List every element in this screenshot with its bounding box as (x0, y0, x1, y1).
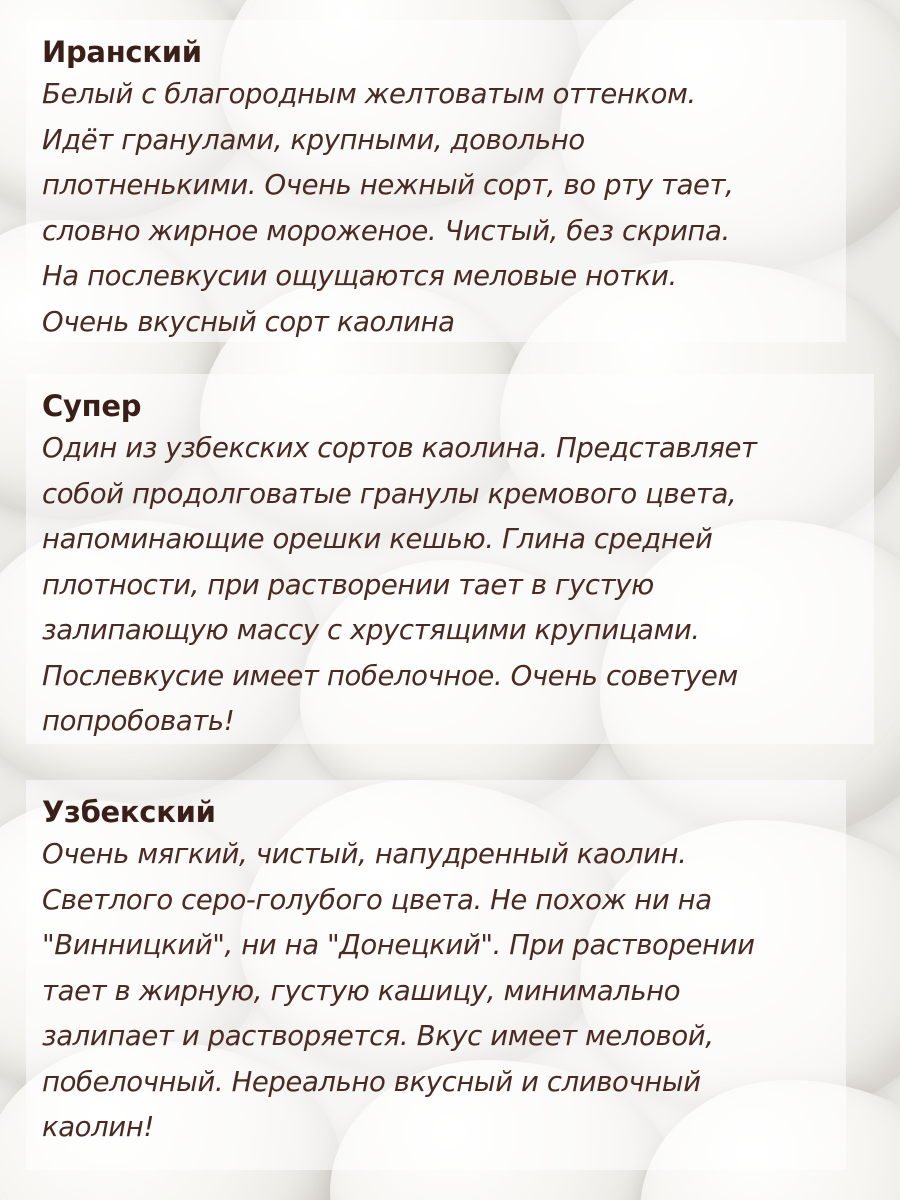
section-line: собой продолговатые гранулы кремового цвета, (42, 477, 737, 510)
section-line: плотности, при растворении тает в густую (42, 568, 654, 601)
section-line: Белый с благородным желтоватым оттенком. (42, 78, 696, 110)
section-line: залипает и растворяется. Вкус имеет меловой, (42, 1020, 714, 1052)
section-line: напоминающие орешки кешью. Глина средней (42, 523, 713, 555)
section-line: Очень мягкий, чистый, напудренный каолин. (42, 838, 687, 870)
section-title: Узбекский (42, 795, 216, 829)
section-line: попробовать! (42, 705, 235, 737)
section-title: Иранский (42, 35, 202, 69)
section-line: плотненькими. Очень нежный сорт, во рту тает, (42, 169, 734, 201)
section-uzbek (26, 780, 846, 1170)
section-line: тает в жирную, густую кашицу, минимально (42, 974, 681, 1007)
section-line: словно жирное мороженое. Чистый, без скрипа. (42, 214, 730, 247)
section-line: Один из узбекских сортов каолина. Представляет (42, 432, 757, 464)
section-iranian (26, 20, 846, 342)
section-line: Очень вкусный сорт каолина (42, 305, 455, 338)
section-title: Супер (42, 389, 142, 423)
section-line: Идёт гранулами, крупными, довольно (42, 123, 585, 156)
section-line: залипающую массу с хрустящими крупицами. (42, 614, 700, 646)
section-line: "Винницкий", ни на "Донецкий". При растворении (42, 929, 755, 961)
section-line: побелочный. Нереально вкусный и сливочный (42, 1065, 701, 1098)
section-line: Послевкусие имеет побелочное. Очень советуем (42, 659, 738, 692)
section-super (26, 374, 874, 744)
section-line: каолин! (42, 1111, 154, 1143)
section-line: На послевкусии ощущаются меловые нотки. (42, 260, 677, 292)
section-line: Светлого серо-голубого цвета. Не похож ни на (42, 883, 712, 916)
